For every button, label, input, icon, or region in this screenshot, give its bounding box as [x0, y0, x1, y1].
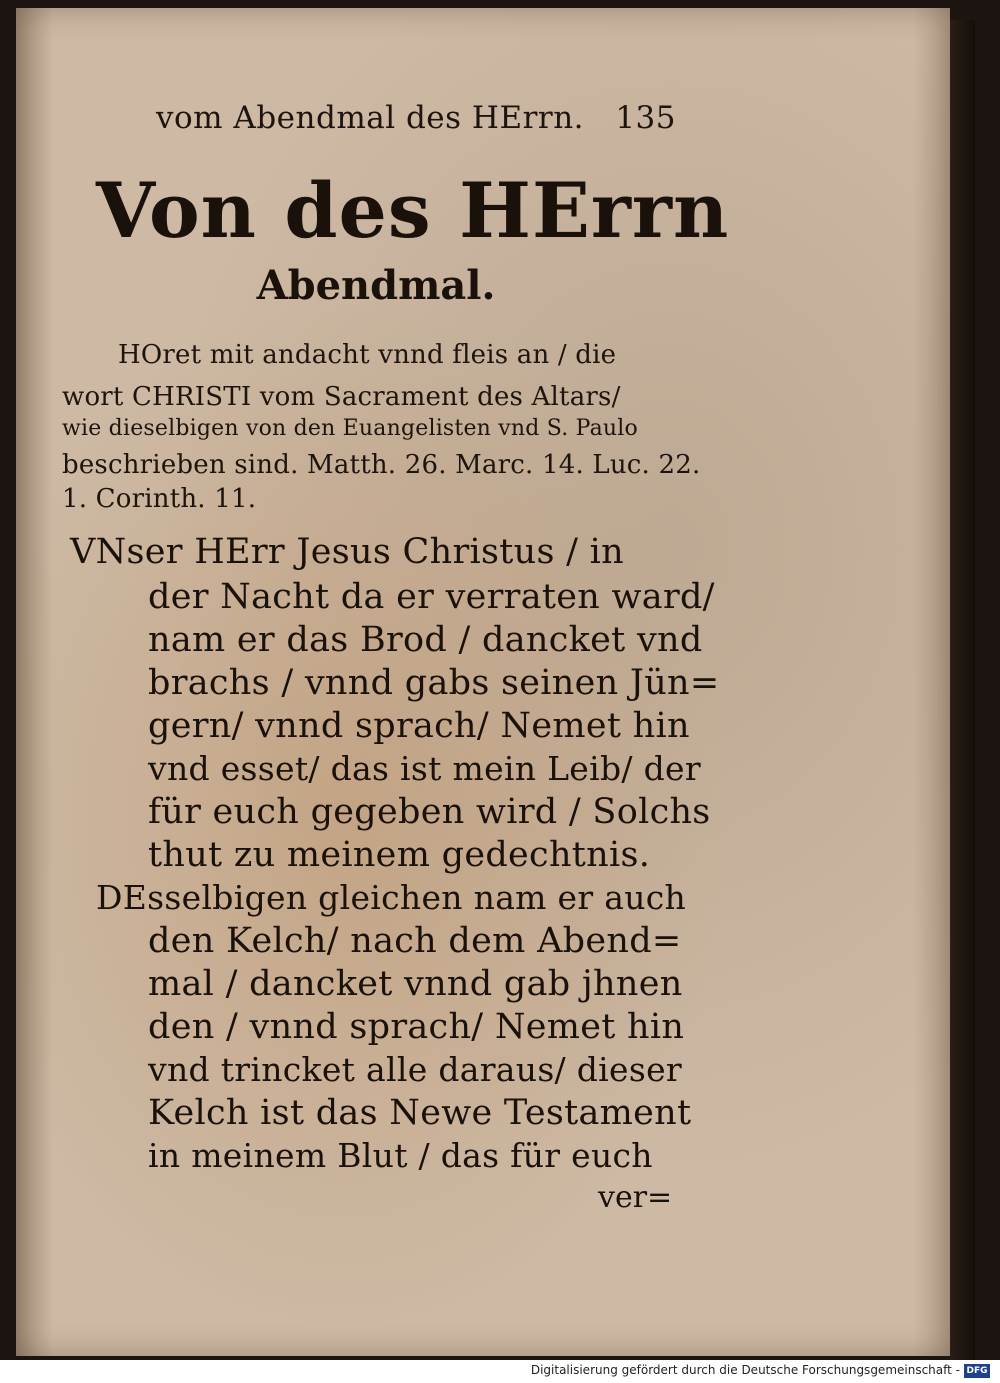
intro-line: beschrieben sind. Matth. 26. Marc. 14. Luc. 22. [62, 450, 701, 480]
footer-credit: Digitalisierung gefördert durch die Deutsche Forschungsgemeinschaft - [530, 1363, 960, 1377]
intro-line: HOret mit andacht vnnd fleis an / die [118, 340, 617, 370]
body-line: in meinem Blut / das für euch [148, 1136, 653, 1175]
body-line: den Kelch/ nach dem Abend= [148, 921, 682, 961]
body-line: den / vnnd sprach/ Nemet hin [148, 1007, 685, 1047]
body-line: brachs / vnnd gabs seinen Jün= [148, 663, 720, 703]
page-number: 135 [615, 100, 676, 136]
chapter-title: Von des HErrn [96, 166, 730, 255]
intro-line: wort CHRISTI vom Sacrament des Altars/ [62, 382, 621, 412]
body-line: VNser HErr Jesus Christus / in [70, 532, 624, 572]
body-line: für euch gegeben wird / Solchs [148, 792, 711, 832]
body-line: gern/ vnnd sprach/ Nemet hin [148, 706, 690, 746]
body-line: thut zu meinem gedechtnis. [148, 835, 651, 875]
intro-line: wie dieselbigen von den Euangelisten vnd S. Paulo [62, 416, 638, 441]
dfg-logo: DFG [964, 1364, 990, 1378]
body-line: nam er das Brod / dancket vnd [148, 620, 703, 660]
chapter-subtitle: Abendmal. [256, 262, 496, 309]
footer-bar [0, 1360, 1000, 1383]
body-line: Kelch ist das Newe Testament [148, 1093, 692, 1133]
book-edge [950, 20, 975, 1360]
body-line: mal / dancket vnnd gab jhnen [148, 964, 683, 1004]
intro-line: 1. Corinth. 11. [62, 484, 257, 514]
catchword: ver= [598, 1180, 673, 1215]
running-head [156, 100, 676, 146]
body-line: der Nacht da er verraten ward/ [148, 577, 715, 617]
body-line: vnd esset/ das ist mein Leib/ der [148, 749, 701, 788]
body-line: DEsselbigen gleichen nam er auch [96, 878, 687, 917]
running-head-title: vom Abendmal des HErrn. [156, 100, 585, 136]
body-line: vnd trincket alle daraus/ dieser [148, 1050, 683, 1089]
